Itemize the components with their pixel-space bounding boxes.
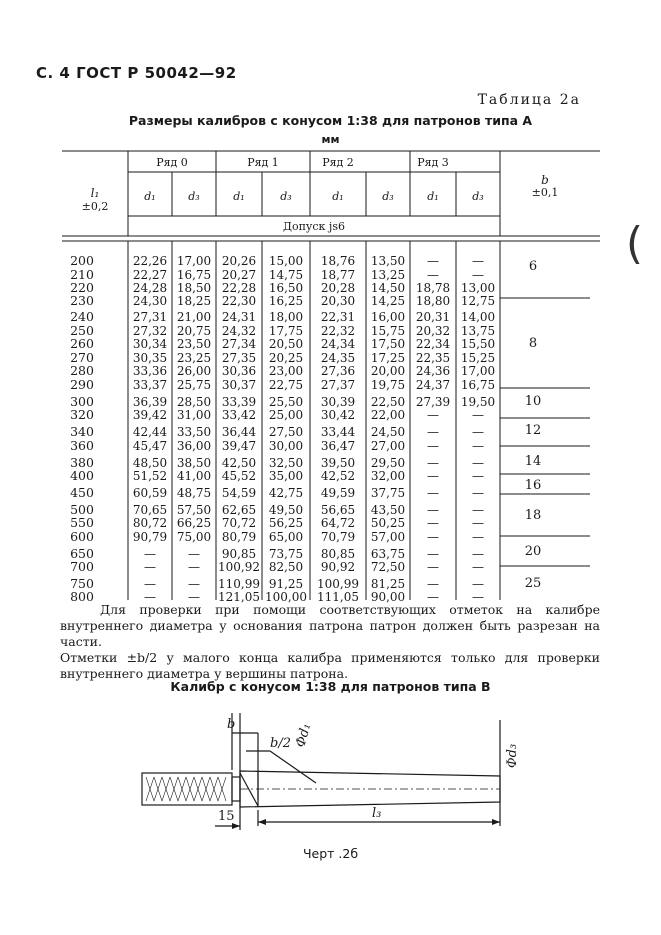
header-l1: l₁ [90,186,100,200]
header-sub: d₁ [427,190,439,203]
table-cell: 57,50 [176,503,212,517]
b-value: 12 [524,423,542,438]
table-cell: 36,47 [320,439,356,453]
table-cell: 38,50 [176,456,212,470]
table-cell: — [472,439,484,453]
table-cell: 27,50 [268,425,304,439]
table-cell: 15,00 [268,254,304,268]
header-group: Ряд 1 [247,156,279,169]
b-value: 16 [524,478,542,493]
table-cell: 23,00 [268,364,304,378]
table-cell: 27,00 [370,439,406,453]
table-cell: 121,05 [218,590,260,604]
row-l1: 320 [70,407,94,422]
figure-title: Калибр с конусом 1:38 для патронов типа B [170,679,491,694]
table-cell: 33,36 [132,364,168,378]
header-b: b [541,173,549,187]
table-cell: 30,39 [320,395,356,409]
table-cell: 45,52 [221,469,257,483]
table-cell: — [472,577,484,591]
table-cell: 100,99 [317,577,359,591]
table-cell: 18,50 [176,281,212,295]
table-cell: 51,52 [132,469,168,483]
header-sub: d₁ [144,190,156,203]
header-sub: d₁ [233,190,245,203]
row-l1: 260 [70,336,94,351]
table-cell: 22,35 [415,351,451,365]
table-cell: 43,50 [370,503,406,517]
table-cell: 16,75 [460,378,496,392]
table-cell: — [472,516,484,530]
table-cell: 20,30 [320,294,356,308]
table-cell: 33,42 [221,408,257,422]
header-l1-tol: ±0,2 [81,200,109,213]
table-cell: 27,31 [132,310,168,324]
table-cell: — [427,439,439,453]
row-l1: 220 [70,280,94,295]
table-cell: 45,47 [132,439,168,453]
table-cell: 39,50 [320,456,356,470]
row-l1: 650 [70,546,94,561]
table-units: мм [321,133,340,146]
row-l1: 700 [70,559,94,574]
table-cell: — [188,547,200,561]
table-cell: — [144,547,156,561]
table-title: Размеры калибров с конусом 1:38 для патронов типа А [128,113,533,128]
row-l1: 750 [70,576,94,591]
table-cell: 110,99 [218,577,260,591]
table-cell: 32,00 [370,469,406,483]
table-cell: 111,05 [317,590,359,604]
table-cell: 20,25 [268,351,304,365]
header-b-tol: ±0,1 [531,186,559,199]
table-cell: — [472,560,484,574]
table-cell: 20,32 [415,324,451,338]
table-cell: — [427,486,439,500]
table-cell: 91,25 [268,577,304,591]
header-group: Ряд 3 [417,156,449,169]
table-cell: 18,77 [320,268,356,282]
table-cell: 22,26 [132,254,168,268]
table-cell: — [427,456,439,470]
table-cell: 18,25 [176,294,212,308]
table-cell: 42,75 [268,486,304,500]
table-cell: 16,75 [176,268,212,282]
page-header: С. 4 ГОСТ Р 50042—92 [36,64,237,82]
label-b: b [227,717,236,732]
table-cell: — [472,254,484,268]
table-cell: 17,00 [460,364,496,378]
table-cell: 30,36 [221,364,257,378]
table-cell: 12,75 [460,294,496,308]
table-cell: 13,50 [370,254,406,268]
table-cell: — [144,577,156,591]
row-l1: 380 [70,455,94,470]
table-cell: — [472,408,484,422]
table-cell: 25,50 [268,395,304,409]
table-cell: 24,36 [415,364,451,378]
table-cell: 23,25 [176,351,212,365]
b-value: 10 [524,394,542,409]
table-cell: 36,00 [176,439,212,453]
table-cell: 29,50 [370,456,406,470]
table-cell: 15,75 [370,324,406,338]
table-cell: 75,00 [176,530,212,544]
table-cell: — [472,425,484,439]
table-cell: — [472,530,484,544]
table-cell: 16,00 [370,310,406,324]
table-cell: 49,59 [320,486,356,500]
table-cell: 27,35 [221,351,257,365]
margin-bracket: ( [625,218,643,269]
table-cell: 30,37 [221,378,257,392]
table-cell: — [472,486,484,500]
table-cell: 39,42 [132,408,168,422]
table-cell: 49,50 [268,503,304,517]
table-cell: 24,31 [221,310,257,324]
table-cell: — [427,590,439,604]
b-value: 20 [524,544,542,559]
table-cell: — [427,577,439,591]
table-cell: 56,25 [268,516,304,530]
table-cell: 80,85 [320,547,356,561]
table-cell: 73,75 [268,547,304,561]
table-cell: 65,00 [268,530,304,544]
table-cell: 17,00 [176,254,212,268]
note-line-1: Для проверки при помощи соответствующих отметок на калибре внутреннего диаметра у основания патрона патрон должен быть разрезан на части. [60,602,600,649]
table-cell: 24,34 [320,337,356,351]
table-cell: 22,27 [132,268,168,282]
table-cell: 20,75 [176,324,212,338]
header-tolerance: Допуск js6 [283,220,345,233]
table-cell: — [144,590,156,604]
table-cell: 14,00 [460,310,496,324]
row-l1: 210 [70,267,94,282]
table-cell: 27,39 [415,395,451,409]
b-value: 8 [528,336,538,351]
table-cell: — [472,590,484,604]
table-cell: 100,92 [218,560,260,574]
row-l1: 270 [70,350,94,365]
table-cell: 100,00 [265,590,307,604]
header-sub: d₃ [472,190,484,203]
table-cell: 18,00 [268,310,304,324]
table-cell: 32,50 [268,456,304,470]
table-cell: 33,44 [320,425,356,439]
table-cell: 18,76 [320,254,356,268]
table-cell: — [472,547,484,561]
table-cell: 33,37 [132,378,168,392]
table-cell: 20,50 [268,337,304,351]
table-cell: 42,50 [221,456,257,470]
table-cell: 30,00 [268,439,304,453]
table-cell: — [427,560,439,574]
row-l1: 500 [70,502,94,517]
b-value: 25 [524,576,542,591]
table-cell: 20,26 [221,254,257,268]
table-cell: 30,42 [320,408,356,422]
table-cell: 54,59 [221,486,257,500]
table-cell: 33,39 [221,395,257,409]
table-cell: 21,00 [176,310,212,324]
row-l1: 230 [70,293,94,308]
table-cell: 27,34 [221,337,257,351]
table-cell: 14,50 [370,281,406,295]
table-cell: 33,50 [176,425,212,439]
table-cell: 18,78 [415,281,451,295]
header-group: Ряд 2 [322,156,354,169]
table-cell: 37,75 [370,486,406,500]
table-cell: — [472,469,484,483]
table-cell: 31,00 [176,408,212,422]
table-cell: 63,75 [370,547,406,561]
label-b2: b/2 [270,736,291,751]
header-sub: d₃ [188,190,200,203]
row-l1: 300 [70,394,94,409]
table-cell: 57,00 [370,530,406,544]
table-cell: 18,80 [415,294,451,308]
table-cell: 42,44 [132,425,168,439]
label-d3: Φd₃ [505,743,520,768]
table-cell: 17,50 [370,337,406,351]
table-cell: 19,75 [370,378,406,392]
table-cell: 15,50 [460,337,496,351]
table-cell: 24,28 [132,281,168,295]
b-value: 18 [524,508,542,523]
table-cell: 22,30 [221,294,257,308]
table-cell: — [427,530,439,544]
table-cell: 20,31 [415,310,451,324]
table-cell: — [427,469,439,483]
table-cell: 13,75 [460,324,496,338]
table-cell: 82,50 [268,560,304,574]
table-cell: 56,65 [320,503,356,517]
table-cell: 14,75 [268,268,304,282]
row-l1: 200 [70,253,94,268]
table-cell: 70,65 [132,503,168,517]
table-cell: 90,85 [221,547,257,561]
table-cell: 60,59 [132,486,168,500]
table-cell: 24,32 [221,324,257,338]
row-l1: 600 [70,529,94,544]
table-cell: — [144,560,156,574]
table-cell: 30,34 [132,337,168,351]
table-cell: 66,25 [176,516,212,530]
b-value: 14 [524,454,542,469]
table-cell: 30,35 [132,351,168,365]
table-cell: 27,36 [320,364,356,378]
table-cell: 27,32 [132,324,168,338]
table-cell: 16,25 [268,294,304,308]
table-cell: 20,28 [320,281,356,295]
figure-caption: Черт .2б [302,846,359,861]
table-cell: 90,00 [370,590,406,604]
table-cell: 42,52 [320,469,356,483]
table-cell: 80,79 [221,530,257,544]
table-cell: 48,75 [176,486,212,500]
table-cell: 22,31 [320,310,356,324]
header-sub: d₁ [332,190,344,203]
table-cell: 50,25 [370,516,406,530]
row-l1: 290 [70,377,94,392]
table-cell: 41,00 [176,469,212,483]
table-cell: 90,79 [132,530,168,544]
table-cell: 14,25 [370,294,406,308]
table-label: Таблица 2а [477,92,581,108]
row-l1: 280 [70,363,94,378]
table-cell: — [427,503,439,517]
header-sub: d₃ [382,190,394,203]
row-l1: 400 [70,468,94,483]
table-cell: — [188,590,200,604]
table-cell: 22,34 [415,337,451,351]
table-cell: — [472,503,484,517]
table-cell: 16,50 [268,281,304,295]
row-l1: 250 [70,323,94,338]
table-cell: 13,25 [370,268,406,282]
table-cell: — [427,425,439,439]
table-cell: 24,30 [132,294,168,308]
table-cell: — [427,408,439,422]
table-cell: 15,25 [460,351,496,365]
table-cell: 26,00 [176,364,212,378]
row-l1: 360 [70,438,94,453]
table-cell: — [472,456,484,470]
table-cell: 48,50 [132,456,168,470]
table-cell: 64,72 [320,516,356,530]
table-cell: — [188,577,200,591]
table-cell: — [427,268,439,282]
row-l1: 240 [70,309,94,324]
table-cell: 22,75 [268,378,304,392]
table-cell: 24,37 [415,378,451,392]
table-cell: — [427,516,439,530]
table-cell: 19,50 [460,395,496,409]
table-cell: — [427,547,439,561]
table-cell: 22,50 [370,395,406,409]
table-cell: 23,50 [176,337,212,351]
header-sub: d₃ [280,190,292,203]
table-cell: 28,50 [176,395,212,409]
row-l1: 450 [70,485,94,500]
table-cell: 20,00 [370,364,406,378]
table-cell: 36,44 [221,425,257,439]
table-cell: 22,28 [221,281,257,295]
table-cell: 22,00 [370,408,406,422]
row-l1: 550 [70,515,94,530]
table-cell: 27,37 [320,378,356,392]
label-15: 15 [218,809,235,824]
table-cell: 25,75 [176,378,212,392]
table-cell: 17,75 [268,324,304,338]
table-cell: 17,25 [370,351,406,365]
row-l1: 340 [70,424,94,439]
table-cell: 90,92 [320,560,356,574]
table-cell: — [472,268,484,282]
table-cell: 22,32 [320,324,356,338]
table-cell: 35,00 [268,469,304,483]
table-cell: — [427,254,439,268]
table-cell: 24,35 [320,351,356,365]
table-cell: 25,00 [268,408,304,422]
table-cell: 70,79 [320,530,356,544]
note-line-2: Отметки ±b/2 у малого конца калибра применяются только для проверки внутреннего диаметра у вершины патрона. [60,650,600,681]
table-cell: 72,50 [370,560,406,574]
row-l1: 800 [70,589,94,604]
table-cell: 13,00 [460,281,496,295]
table-cell: 20,27 [221,268,257,282]
b-value: 6 [528,259,538,274]
table-cell: 39,47 [221,439,257,453]
label-d1: Φd₁ [293,721,315,750]
label-l3: l₃ [372,806,382,821]
table-cell: 80,72 [132,516,168,530]
table-cell: 24,50 [370,425,406,439]
table-cell: — [188,560,200,574]
header-group: Ряд 0 [156,156,188,169]
table-cell: 81,25 [370,577,406,591]
table-cell: 70,72 [221,516,257,530]
table-cell: 62,65 [221,503,257,517]
table-cell: 36,39 [132,395,168,409]
